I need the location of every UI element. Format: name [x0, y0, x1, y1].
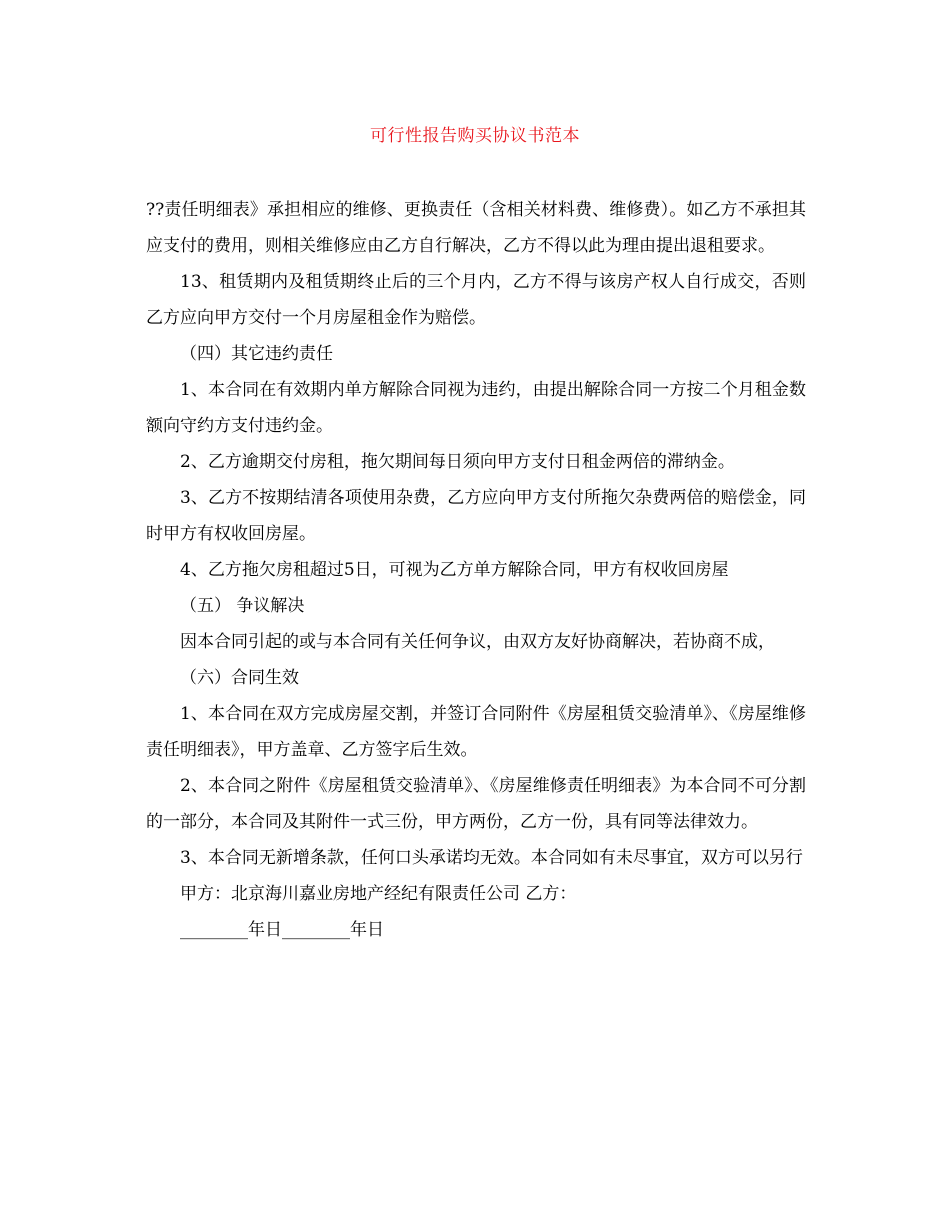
- clause-6-1: 1、本合同在双方完成房屋交割，并签订合同附件《房屋租赁交验清单》、《房屋维修责任明细表》，甲方盖章、乙方签字后生效。: [146, 704, 806, 760]
- paragraph-continuation: ??责任明细表》承担相应的维修、更换责任（含相关材料费、维修费）。如乙方不承担其应支付的费用，则相关维修应由乙方自行解决，乙方不得以此为理由提出退租要求。: [146, 200, 806, 256]
- signature-dates: ________年日________年日: [180, 920, 384, 940]
- clause-13: 13、租赁期内及租赁期终止后的三个月内，乙方不得与该房产权人自行成交，否则乙方应向甲方交付一个月房屋租金作为赔偿。: [146, 272, 806, 328]
- clause-6-2: 2、本合同之附件《房屋租赁交验清单》、《房屋维修责任明细表》为本合同不可分割的一部分，本合同及其附件一式三份，甲方两份，乙方一份，具有同等法律效力。: [146, 776, 806, 832]
- clause-4-4: 4、乙方拖欠房租超过5日，可视为乙方单方解除合同，甲方有权收回房屋: [180, 560, 729, 580]
- section-heading-4: （四）其它违约责任: [180, 344, 333, 364]
- document-body: [146, 192, 806, 948]
- signature-parties: 甲方：北京海川嘉业房地产经纪有限责任公司 乙方：: [180, 884, 577, 904]
- clause-4-2: 2、乙方逾期交付房租，拖欠期间每日须向甲方支付日租金两倍的滞纳金。: [180, 452, 735, 472]
- section-heading-5: （五） 争议解决: [180, 596, 305, 616]
- clause-6-3: 3、本合同无新增条款，任何口头承诺均无效。本合同如有未尽事宜，双方可以另行: [180, 848, 803, 868]
- section-heading-6: （六）合同生效: [180, 668, 299, 688]
- page-title: 可行性报告购买协议书范本: [370, 126, 580, 146]
- clause-4-1: 1、本合同在有效期内单方解除合同视为违约，由提出解除合同一方按二个月租金数额向守约方支付违约金。: [146, 380, 806, 436]
- clause-4-3: 3、乙方不按期结清各项使用杂费，乙方应向甲方支付所拖欠杂费两倍的赔偿金，同时甲方有权收回房屋。: [146, 488, 806, 544]
- dispute-resolution-text: 因本合同引起的或与本合同有关任何争议，由双方友好协商解决，若协商不成，: [180, 632, 775, 652]
